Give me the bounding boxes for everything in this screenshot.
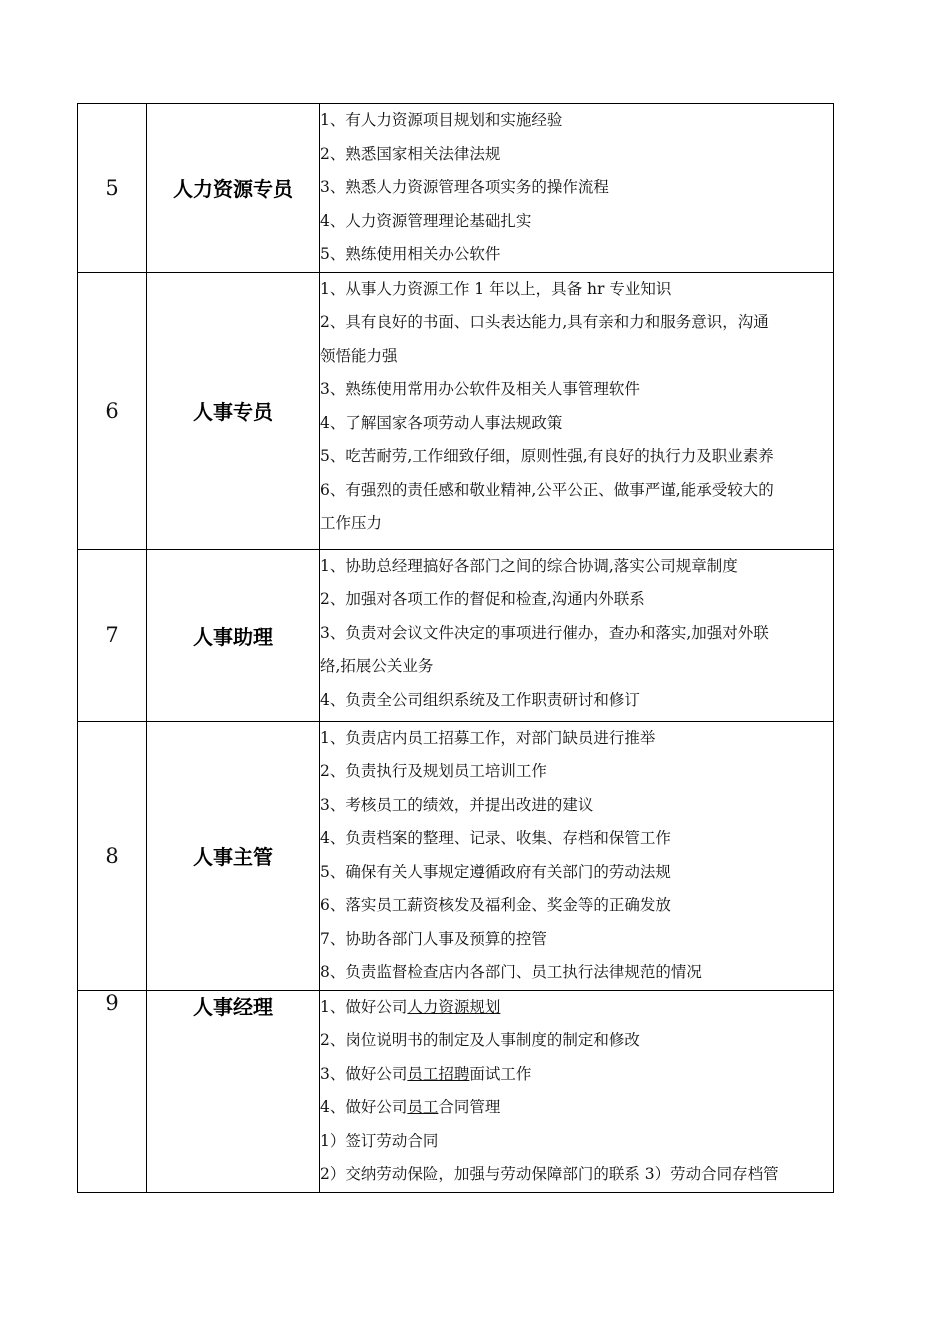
job-title: 人力资源专员 xyxy=(147,104,320,273)
duty-line: 8、负责监督检查店内各部门、员工执行法律规范的情况 xyxy=(320,963,702,981)
duty-line: 3、负责对会议文件决定的事项进行催办，查办和落实,加强对外联 xyxy=(320,623,769,642)
underlined-term: 员工招聘 xyxy=(407,1064,470,1083)
duty-line xyxy=(320,1024,833,1058)
duty-text: 2、岗位说明书的制定及人事制度的制定和修改 xyxy=(320,1031,640,1049)
job-title: 人事主管 xyxy=(147,721,320,990)
row-number: 7 xyxy=(78,549,147,721)
duty-line xyxy=(320,1091,833,1125)
duty-line: 3、熟悉人力资源管理各项实务的操作流程 xyxy=(320,178,609,196)
duty-line xyxy=(320,991,833,1025)
duty-line: 7、协助各部门人事及预算的控管 xyxy=(320,929,547,948)
duty-line: 4、负责档案的整理、记录、收集、存档和保管工作 xyxy=(320,829,671,847)
duty-text: 2）交纳劳动保险，加强与劳动保障部门的联系 3）劳动合同存档管 xyxy=(320,1165,779,1183)
duty-line: 工作压力 xyxy=(320,514,383,532)
duties-cell xyxy=(320,272,834,549)
duty-line: 4、负责全公司组织系统及工作职责研讨和修订 xyxy=(320,690,640,709)
job-duties-table xyxy=(77,103,834,1193)
table-row xyxy=(78,549,834,721)
duty-line: 领悟能力强 xyxy=(320,346,398,365)
table-row xyxy=(78,272,834,549)
row-number: 8 xyxy=(78,721,147,990)
duty-line: 络,拓展公关业务 xyxy=(320,657,434,675)
underlined-term: 人力资源规划 xyxy=(407,997,501,1016)
duty-line: 5、吃苦耐劳,工作细致仔细，原则性强,有良好的执行力及职业素养 xyxy=(320,447,774,465)
duty-text: 1、做好公司 xyxy=(320,997,408,1016)
table-row xyxy=(78,721,834,990)
duty-line: 2、具有良好的书面、口头表达能力,具有亲和力和服务意识，沟通 xyxy=(320,313,769,331)
duty-line: 5、确保有关人事规定遵循政府有关部门的劳动法规 xyxy=(320,862,671,881)
duties-cell xyxy=(320,104,834,273)
duty-text: 1）签订劳动合同 xyxy=(320,1131,439,1150)
duty-line: 1、有人力资源项目规划和实施经验 xyxy=(320,111,563,129)
table-row xyxy=(78,990,834,1192)
job-title: 人事专员 xyxy=(147,272,320,549)
duty-line: 2、负责执行及规划员工培训工作 xyxy=(320,762,547,780)
row-number: 5 xyxy=(78,104,147,273)
duties-cell xyxy=(320,990,834,1192)
duty-text: 面试工作 xyxy=(469,1064,532,1083)
duties-cell xyxy=(320,549,834,721)
duty-line: 1、负责店内员工招募工作，对部门缺员进行推举 xyxy=(320,728,656,747)
duty-line: 2、熟悉国家相关法律法规 xyxy=(320,144,501,163)
duty-text: 3、做好公司 xyxy=(320,1064,408,1083)
duty-line: 4、人力资源管理理论基础扎实 xyxy=(320,211,532,230)
duty-line xyxy=(320,1058,833,1092)
duty-text: 4、做好公司 xyxy=(320,1098,408,1116)
duty-line: 4、了解国家各项劳动人事法规政策 xyxy=(320,413,563,432)
duty-line xyxy=(320,1125,833,1159)
table-row xyxy=(78,104,834,273)
job-title: 人事助理 xyxy=(147,549,320,721)
job-title: 人事经理 xyxy=(147,990,320,1192)
duty-line: 1、协助总经理搞好各部门之间的综合协调,落实公司规章制度 xyxy=(320,556,738,575)
duty-line: 3、熟练使用常用办公软件及相关人事管理软件 xyxy=(320,380,640,398)
underlined-term: 员工 xyxy=(407,1098,439,1116)
duty-text: 合同管理 xyxy=(438,1098,501,1116)
duties-cell xyxy=(320,721,834,990)
duty-line xyxy=(320,1158,833,1192)
duty-line: 6、落实员工薪资核发及福利金、奖金等的正确发放 xyxy=(320,896,671,914)
row-number: 9 xyxy=(78,990,147,1192)
duty-line: 5、熟练使用相关办公软件 xyxy=(320,245,501,263)
row-number: 6 xyxy=(78,272,147,549)
duty-line: 2、加强对各项工作的督促和检查,沟通内外联系 xyxy=(320,590,645,608)
duty-line: 1、从事人力资源工作 1 年以上，具备 hr 专业知识 xyxy=(320,279,672,298)
duty-line: 3、考核员工的绩效，并提出改进的建议 xyxy=(320,795,594,814)
duty-line: 6、有强烈的责任感和敬业精神,公平公正、做事严谨,能承受较大的 xyxy=(320,480,774,499)
